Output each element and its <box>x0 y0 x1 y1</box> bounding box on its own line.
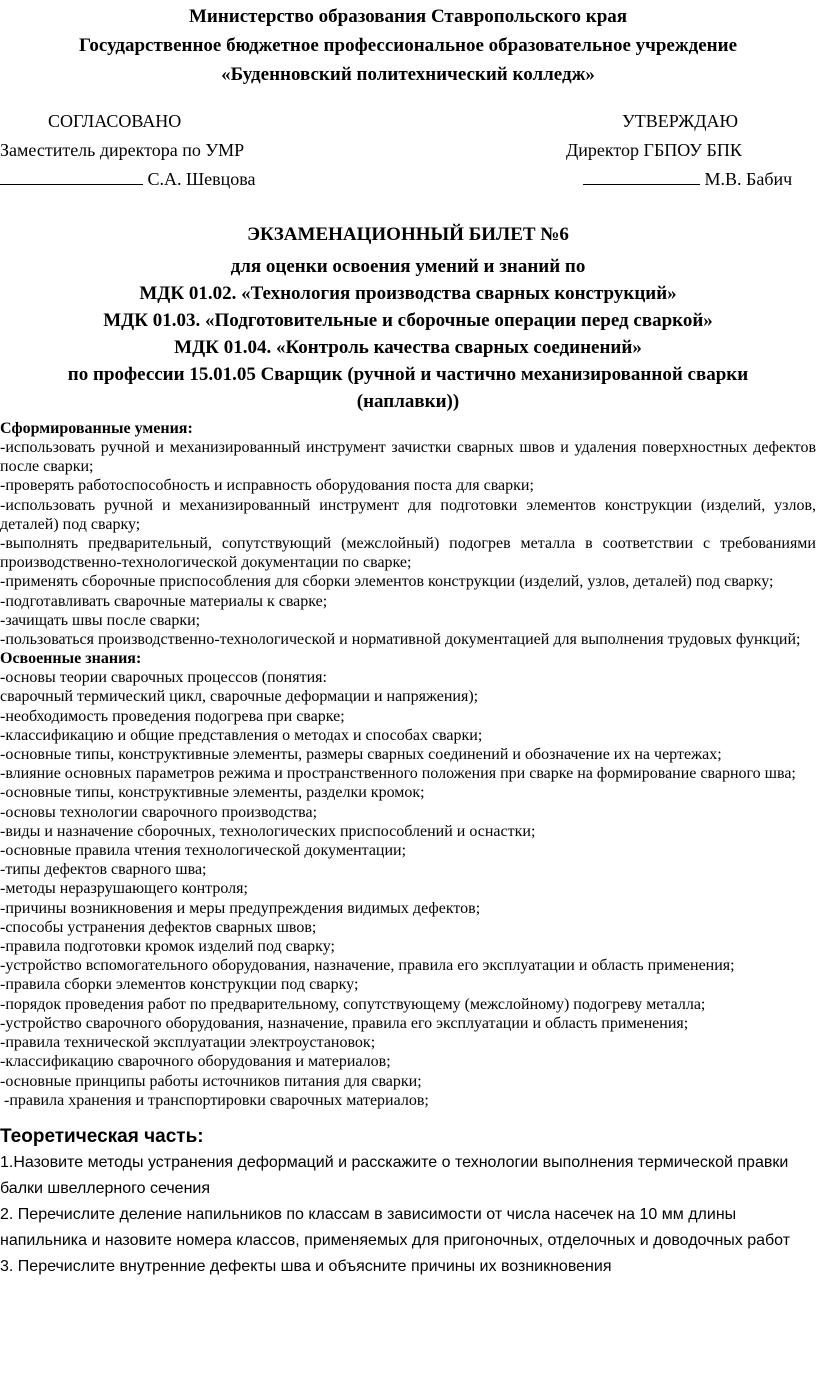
knowledge-item: -способы устранения дефектов сварных швов; <box>0 918 317 936</box>
knowledge-item: -основные принципы работы источников питания для сварки; <box>0 1072 422 1090</box>
ticket-subtitle-line: МДК 01.04. «Контроль качества сварных соединений» <box>174 337 642 358</box>
ticket-subtitle-line: по профессии 15.01.05 Сварщик (ручной и частично механизированной сварки (наплавки)) <box>67 364 749 412</box>
header-institution-type: Государственное бюджетное профессиональное образовательное учреждение <box>78 35 738 56</box>
knowledge-item: -основы теории сварочных процессов (понятия: <box>0 669 327 687</box>
knowledge-item: -основные типы, конструктивные элементы, разделки кромок; <box>0 784 425 802</box>
skill-item: -пользоваться производственно-технологической и нормативной документацией для выполнения трудовых функций; <box>0 631 801 649</box>
knowledge-item: -правила хранения и транспортировки сварочных материалов; <box>0 1091 429 1109</box>
approval-approved-position: Директор ГБПОУ БПК <box>566 140 742 160</box>
skill-item: -применять сборочные приспособления для сборки элементов конструкции (изделий, узлов, деталей) под сварку; <box>0 573 774 591</box>
ticket-title: ЭКЗАМЕНАЦИОННЫЙ БИЛЕТ №6 <box>247 224 569 245</box>
ticket-subtitle-line: для оценки освоения умений и знаний по <box>230 256 586 277</box>
knowledge-item: -необходимость проведения подогрева при сварке; <box>0 707 345 725</box>
knowledge-section <box>0 649 816 1110</box>
skill-item: -зачищать швы после сварки; <box>0 611 201 629</box>
knowledge-item: -классификацию сварочного оборудования и материалов; <box>0 1053 391 1071</box>
knowledge-item: -виды и назначение сборочных, технологических приспособлений и оснастки; <box>0 822 536 840</box>
knowledge-item: -устройство вспомогательного оборудования, назначение, правила его эксплуатации и область применения; <box>0 957 735 975</box>
approval-agreed-signature <box>0 165 300 194</box>
skill-item: -проверять работоспособность и исправность оборудования поста для сварки; <box>0 477 534 495</box>
approval-approved-signature <box>566 165 816 194</box>
approval-agreed-position: Заместитель директора по УМР <box>0 140 245 160</box>
knowledge-item: сварочный термический цикл, сварочные деформации и напряжения); <box>0 688 479 706</box>
header-college-name: «Буденновский политехнический колледж» <box>221 64 595 85</box>
theory-section <box>0 1124 816 1280</box>
knowledge-item: -правила подготовки кромок изделий под сварку; <box>0 938 335 956</box>
approval-approved <box>566 107 816 194</box>
knowledge-heading: Освоенные знания: <box>0 650 142 668</box>
skill-item: -использовать ручной и механизированный инструмент зачистки сварных швов и удаления поверхностных дефектов после сварки; <box>0 439 816 476</box>
approval-block <box>0 107 816 197</box>
theory-question: 1.Назовите методы устранения деформаций и расскажите о технологии выполнения термической правки балки швеллерного сечения <box>0 1153 789 1197</box>
knowledge-item: -основные типы, конструктивные элементы, размеры сварных соединений и обозначение их на чертежах; <box>0 746 722 764</box>
skills-section <box>0 419 816 649</box>
theory-question: 2. Перечислите деление напильников по классам в зависимости от числа насечек на 10 мм длины напильника и назовите номера классов, применяемых для пригоночных, отделочных и доводочных работ <box>0 1205 791 1249</box>
theory-heading: Теоретическая часть: <box>0 1125 204 1147</box>
approval-approved-heading: УТВЕРЖДАЮ <box>622 111 739 131</box>
theory-question: 3. Перечислите внутренние дефекты шва и объясните причины их возникновения <box>0 1257 612 1275</box>
knowledge-item: -методы неразрушающего контроля; <box>0 880 248 898</box>
knowledge-item: -основные правила чтения технологической документации; <box>0 842 407 860</box>
signature-line <box>0 166 143 185</box>
approval-agreed <box>0 107 300 194</box>
knowledge-item: -правила сборки элементов конструкции под сварку; <box>0 976 359 994</box>
approval-agreed-name: С.А. Шевцова <box>147 169 256 189</box>
knowledge-item: -основы технологии сварочного производства; <box>0 803 318 821</box>
ticket-subtitle-line: МДК 01.03. «Подготовительные и сборочные операции перед сваркой» <box>103 310 713 331</box>
signature-line <box>583 166 700 185</box>
ticket-title-block <box>0 221 816 415</box>
knowledge-item: -причины возникновения и меры предупреждения видимых дефектов; <box>0 899 481 917</box>
knowledge-item: -классификацию и общие представления о методах и способах сварки; <box>0 726 483 744</box>
ticket-subtitle-line: МДК 01.02. «Технология производства сварных конструкций» <box>139 283 677 304</box>
header-ministry: Министерство образования Ставропольского края <box>188 6 628 27</box>
skill-item: -выполнять предварительный, сопутствующий (межслойный) подогрев металла в соответствии с требованиями производственно-технологической документации по сварке; <box>0 535 816 572</box>
knowledge-item: -правила технической эксплуатации электроустановок; <box>0 1034 376 1052</box>
skill-item: -подготавливать сварочные материалы к сварке; <box>0 592 328 610</box>
skills-heading: Сформированные умения: <box>0 420 193 437</box>
knowledge-item: -порядок проведения работ по предварительному, сопутствующему (межслойному) подогреву металла; <box>0 995 706 1013</box>
skill-item: -использовать ручной и механизированный инструмент для подготовки элементов конструкции (изделий, узлов, деталей) под сварку; <box>0 496 816 533</box>
knowledge-item: -устройство сварочного оборудования, назначение, правила его эксплуатации и область применения; <box>0 1014 689 1032</box>
document-header <box>0 0 816 89</box>
approval-approved-name: М.В. Бабич <box>704 169 793 189</box>
approval-agreed-heading: СОГЛАСОВАНО <box>48 111 182 131</box>
knowledge-item: -типы дефектов сварного шва; <box>0 861 207 879</box>
knowledge-item: -влияние основных параметров режима и пространственного положения при сварке на формирование сварного шва; <box>0 765 796 783</box>
